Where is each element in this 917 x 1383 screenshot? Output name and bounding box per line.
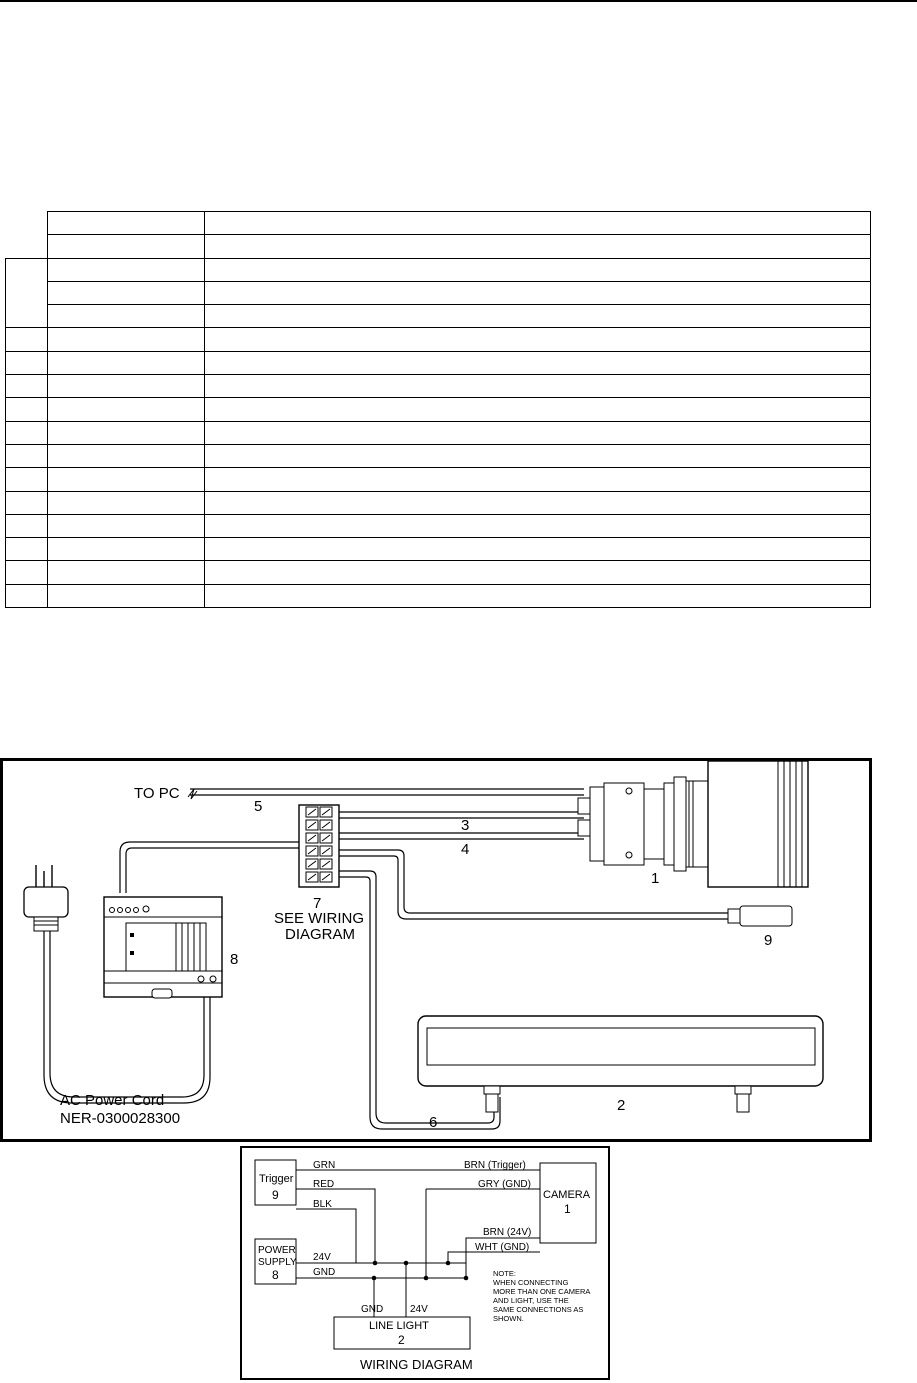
- camera-box-label: CAMERA: [543, 1189, 591, 1201]
- ps-gnd-label: GND: [313, 1267, 336, 1278]
- svg-text:NOTE:: NOTE:: [493, 1269, 516, 1278]
- trigger-sensor: [728, 906, 792, 926]
- cam-brn-trigger-label: BRN (Trigger): [464, 1160, 526, 1171]
- callout-1: 1: [651, 870, 660, 887]
- ac-power-cord-label: AC Power Cord: [60, 1092, 165, 1109]
- power-supply-label-2: SUPPLY: [258, 1257, 297, 1268]
- svg-text:SHOWN.: SHOWN.: [493, 1314, 524, 1323]
- callout-7: 7: [313, 895, 322, 912]
- wiring-diagram: [240, 1146, 610, 1380]
- table-row: [6, 328, 871, 351]
- cam-gry-gnd-label: GRY (GND): [478, 1179, 531, 1190]
- callout-5: 5: [254, 798, 263, 815]
- table-row: [6, 468, 871, 491]
- table-row: [6, 305, 871, 328]
- ll-gnd-label: GND: [361, 1304, 384, 1315]
- table-row: [6, 235, 871, 258]
- table-row: [6, 584, 871, 607]
- svg-text:MORE THAN ONE CAMERA: MORE THAN ONE CAMERA: [493, 1287, 591, 1296]
- power-supply-label-1: POWER: [258, 1245, 296, 1256]
- ac-plug-icon: [24, 865, 68, 931]
- table-row: [6, 398, 871, 421]
- cable-break-icon: [188, 789, 197, 799]
- table-row: [6, 491, 871, 514]
- svg-text:WHEN CONNECTING: WHEN CONNECTING: [493, 1278, 569, 1287]
- table-row: [6, 258, 871, 281]
- cam-brn-24v-label: BRN (24V): [483, 1227, 532, 1238]
- table-row: [6, 375, 871, 398]
- to-pc-label: TO PC: [134, 785, 180, 802]
- wire-blk-label: BLK: [313, 1199, 332, 1210]
- cam-wht-gnd-label: WHT (GND): [475, 1242, 530, 1253]
- wiring-diagram-title: WIRING DIAGRAM: [360, 1357, 473, 1372]
- table-row: [6, 212, 871, 235]
- callout-6: 6: [429, 1114, 438, 1131]
- callout-8: 8: [230, 951, 239, 968]
- table-row: [6, 538, 871, 561]
- svg-text:AND LIGHT, USE THE: AND LIGHT, USE THE: [493, 1296, 569, 1305]
- callout-9: 9: [764, 932, 773, 949]
- parts-list-table: [5, 211, 871, 608]
- trigger-box-number: 9: [272, 1188, 279, 1202]
- callout-2: 2: [617, 1097, 626, 1114]
- power-supply-number: 8: [272, 1268, 279, 1282]
- system-connection-diagram: [0, 757, 875, 1145]
- diagram-label: DIAGRAM: [285, 926, 356, 943]
- power-supply-drawing: [104, 897, 222, 998]
- ac-part-number: NER-0300028300: [60, 1110, 181, 1127]
- wire-red-label: RED: [313, 1179, 335, 1190]
- table-row: [6, 561, 871, 584]
- callout-4: 4: [461, 841, 470, 858]
- camera-box-number: 1: [564, 1202, 571, 1216]
- camera-drawing: [578, 761, 808, 887]
- line-light-box-label: LINE LIGHT: [369, 1320, 429, 1332]
- page-top-rule: [0, 0, 917, 2]
- svg-text:SAME CONNECTIONS AS: SAME CONNECTIONS AS: [493, 1305, 584, 1314]
- table-row: [6, 514, 871, 537]
- callout-3: 3: [461, 817, 470, 834]
- table-row: [6, 421, 871, 444]
- table-row: [6, 351, 871, 374]
- see-wiring-label: SEE WIRING: [274, 910, 365, 927]
- terminal-block: [299, 805, 339, 887]
- ll-24v-label: 24V: [410, 1304, 428, 1315]
- line-light-box-number: 2: [398, 1333, 405, 1347]
- table-row: [6, 444, 871, 467]
- ps-24v-label: 24V: [313, 1252, 331, 1263]
- wire-grn-label: GRN: [313, 1160, 336, 1171]
- trigger-box-label: Trigger: [259, 1173, 294, 1185]
- table-row: [6, 281, 871, 304]
